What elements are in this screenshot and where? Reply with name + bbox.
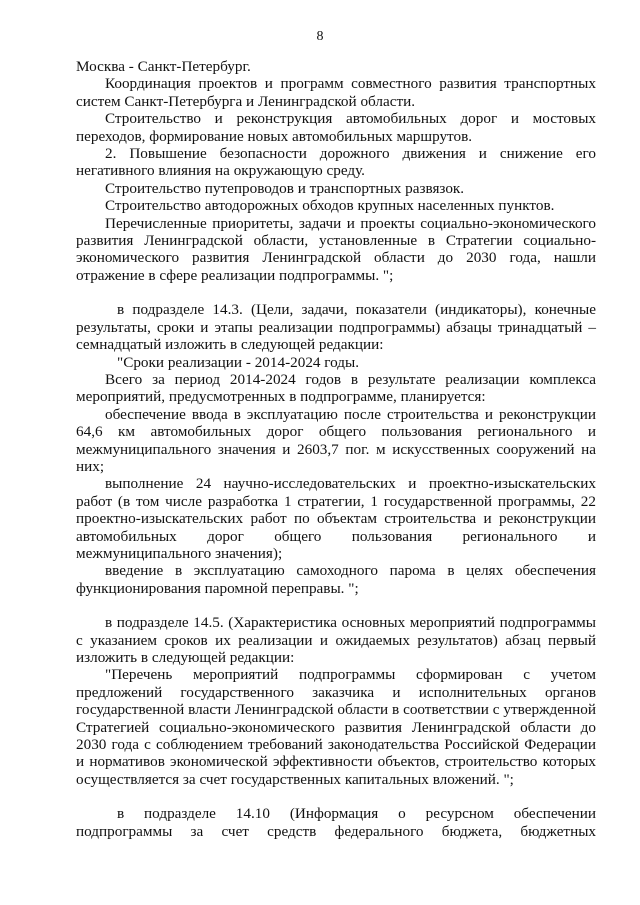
paragraph: "Сроки реализации - 2014-2024 годы. (117, 353, 360, 371)
paragraph: обеспечение ввода в эксплуатацию после строительства и реконструкции 64,6 км автомобильных дорог общего пользования регионального и межмуниципального значения и 2603,7 пог. м искусственных сооружений на них; (76, 405, 596, 475)
page-number: 8 (316, 29, 324, 44)
paragraph-spacer (76, 597, 596, 614)
paragraph: "Перечень мероприятий подпрограммы сформирован с учетом предложений государственного заказчика и исполнительных органов государственной власти Ленинградской области в соответствии с утвержденной Стратегией социально-экономического развития Ленинградской области до 2030 года с соблюдением требований законодательства Российской Федерации и нормативов экономической эффективности объектов, строительство которых осуществляется за счет государственных капитальных вложений. "; (76, 666, 596, 788)
document-body (76, 58, 596, 840)
paragraph: Строительство автодорожных обходов крупных населенных пунктов. (105, 197, 555, 215)
paragraph: в подразделе 14.3. (Цели, задачи, показатели (индикаторы), конечные результаты, сроки и этапы реализации подпрограммы) абзацы тринадцатый – семнадцатый изложить в следующей редакции: (76, 301, 596, 354)
paragraph: Всего за период 2014-2024 годов в результате реализации комплекса мероприятий, предусмотренных в подпрограмме, планируется: (76, 370, 596, 406)
paragraph: Строительство и реконструкция автомобильных дорог и мостовых переходов, формирование новых автомобильных маршрутов. (76, 110, 596, 145)
paragraph: в подразделе 14.5. (Характеристика основных мероприятий подпрограммы с указанием сроков их реализации и ожидаемых результатов) абзац первый изложить в следующей редакции: (76, 614, 596, 666)
paragraph: Москва - Санкт-Петербург. (76, 58, 251, 75)
paragraph: Координация проектов и программ совместного развития транспортных систем Санкт-Петербурга и Ленинградской области. (76, 75, 596, 110)
paragraph: введение в эксплуатацию самоходного парома в целях обеспечения функционирования паромной переправы. "; (76, 562, 596, 597)
paragraph: в подразделе 14.10 (Информация о ресурсном обеспечении подпрограммы за счет средств федерального бюджета, бюджетных (76, 805, 596, 840)
paragraph: Строительство путепроводов и транспортных развязок. (105, 179, 465, 197)
paragraph-spacer (76, 788, 596, 805)
paragraph: выполнение 24 научно-исследовательских и проектно-изыскательских работ (в том числе разработка 1 стратегии, 1 государственной программы, 22 проектно-изыскательских работ по объектам строительства и реконструкции автомобильных дорог общего пользования регионального и межмуниципального значения); (76, 475, 596, 562)
paragraph: 2. Повышение безопасности дорожного движения и снижение его негативного влияния на окружающую среду. (76, 145, 596, 180)
paragraph-spacer (76, 284, 596, 301)
paragraph: Перечисленные приоритеты, задачи и проекты социально-экономического развития Ленинградской области, установленные в Стратегии социально-экономического развития Ленинградской области до 2030 года, нашли отражение в сфере реализации подпрограммы. "; (76, 214, 596, 284)
